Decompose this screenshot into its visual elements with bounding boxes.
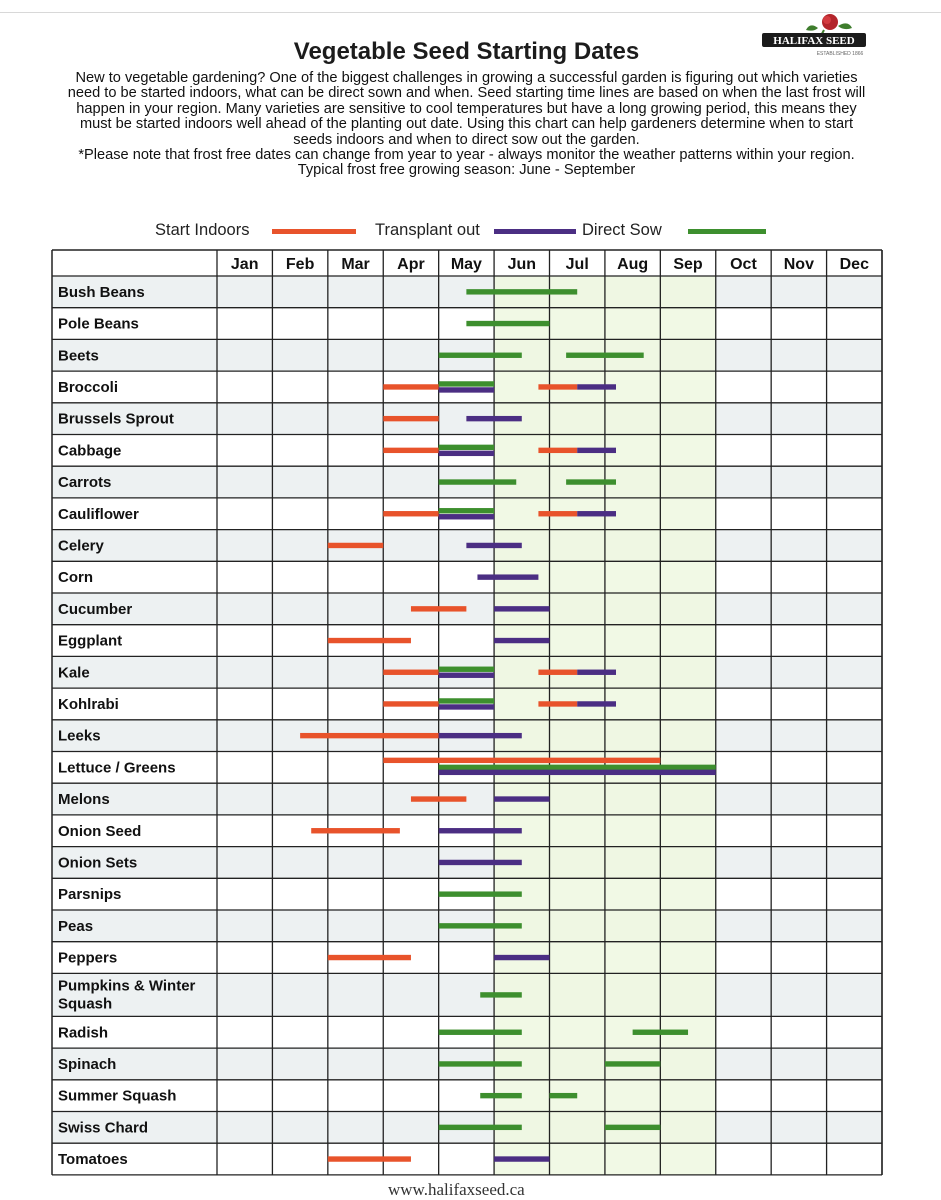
row-label: Carrots <box>58 474 112 492</box>
row-label: Leeks <box>58 727 101 745</box>
bar-start-indoors <box>328 543 383 548</box>
bar-transplant-out <box>439 673 494 678</box>
row-label: Cabbage <box>58 442 122 460</box>
row-label: Summer Squash <box>58 1087 177 1105</box>
month-label: Jul <box>565 256 589 273</box>
bar-direct-sow <box>439 479 517 484</box>
row-label: Lettuce / Greens <box>58 759 176 777</box>
legend-label-direct-sow: Direct Sow <box>582 221 662 239</box>
bar-direct-sow <box>633 1030 688 1035</box>
bar-start-indoors <box>328 955 411 960</box>
row-shade <box>52 593 882 625</box>
footer-url: www.halifaxseed.ca <box>388 1180 525 1199</box>
bar-start-indoors <box>383 670 438 675</box>
intro-line: Typical frost free growing season: June - September <box>297 162 636 179</box>
intro-line: must be started indoors well ahead of the planting out date. Using this chart can help gardeners determine when to start <box>79 116 854 133</box>
bar-direct-sow <box>439 1061 522 1066</box>
row-label: Onion Seed <box>58 822 142 840</box>
bar-transplant-out <box>494 796 549 801</box>
month-label: Jun <box>507 256 537 273</box>
bar-start-indoors <box>383 758 660 763</box>
bar-direct-sow <box>466 321 549 326</box>
bar-direct-sow <box>439 353 522 358</box>
row-label: Eggplant <box>58 632 123 650</box>
bar-transplant-out <box>439 704 494 709</box>
row-label: Spinach <box>58 1055 117 1073</box>
bar-start-indoors <box>383 511 438 516</box>
month-label: Nov <box>783 256 814 273</box>
row-label: Peppers <box>58 949 118 967</box>
month-label: Dec <box>839 256 869 273</box>
bar-start-indoors <box>538 670 577 675</box>
month-label: Aug <box>617 256 649 273</box>
bar-direct-sow <box>439 667 494 672</box>
bar-transplant-out <box>466 543 521 548</box>
row-label: Kale <box>58 664 90 682</box>
bar-transplant-out <box>439 514 494 519</box>
bar-transplant-out <box>494 638 549 643</box>
row-shade <box>52 656 882 688</box>
row-label: Broccoli <box>58 378 119 396</box>
bar-transplant-out <box>439 451 494 456</box>
bar-start-indoors <box>411 796 466 801</box>
row-label: Pumpkins & Winter <box>58 977 196 995</box>
intro-line: New to vegetable gardening? One of the biggest challenges in growing a successful garden is figuring out which varieties <box>75 70 858 86</box>
bar-transplant-out <box>577 701 616 706</box>
bar-direct-sow <box>566 479 616 484</box>
row-label: Onion Sets <box>58 854 138 872</box>
row-label: Peas <box>58 917 94 935</box>
bar-transplant-out <box>577 448 616 453</box>
bar-direct-sow <box>605 1125 660 1130</box>
bar-start-indoors <box>538 701 577 706</box>
bar-start-indoors <box>300 733 439 738</box>
bar-direct-sow <box>439 381 494 386</box>
logo-subtext: ESTABLISHED 1866 <box>816 51 864 57</box>
bar-direct-sow <box>439 445 494 450</box>
row-label: Swiss Chard <box>58 1119 149 1137</box>
bar-direct-sow <box>439 891 522 896</box>
legend-label-transplant-out: Transplant out <box>375 221 480 239</box>
bar-direct-sow <box>439 923 522 928</box>
bar-start-indoors <box>328 638 411 643</box>
row-label: Brussels Sprout <box>58 410 174 428</box>
bar-transplant-out <box>477 574 538 579</box>
bar-transplant-out <box>494 955 549 960</box>
intro-line: *Please note that frost free dates can change from year to year - always monitor the weather patterns within your region. <box>78 147 855 164</box>
bar-start-indoors <box>328 1156 411 1161</box>
month-label: Feb <box>285 256 315 273</box>
bar-transplant-out <box>577 670 616 675</box>
intro-line: seeds indoors and when to direct sow out the garden. <box>293 131 640 148</box>
bar-transplant-out <box>439 770 716 775</box>
bar-start-indoors <box>383 416 438 421</box>
row-label: Squash <box>58 995 113 1013</box>
bar-direct-sow <box>605 1061 660 1066</box>
bar-start-indoors <box>311 828 400 833</box>
intro-line: happen in your region. Many varieties are sensitive to cool temperatures but have a long growing period, this means they <box>76 100 857 117</box>
bar-transplant-out <box>466 416 521 421</box>
row-label: Beets <box>58 347 99 365</box>
month-label: Sep <box>673 256 703 273</box>
intro-line: need to be started indoors, what can be direct sown and when. Seed starting time lines are based on when the last frost will <box>67 85 866 102</box>
bar-transplant-out <box>439 733 522 738</box>
bar-transplant-out <box>439 860 522 865</box>
month-label: Jan <box>230 256 259 273</box>
bar-direct-sow <box>480 992 522 997</box>
bar-start-indoors <box>411 606 466 611</box>
row-label: Pole Beans <box>58 315 139 333</box>
bar-transplant-out <box>494 606 549 611</box>
month-label: Oct <box>730 256 757 273</box>
bar-direct-sow <box>439 1125 522 1130</box>
legend-label-start-indoors: Start Indoors <box>155 221 250 239</box>
bar-start-indoors <box>538 384 577 389</box>
bar-transplant-out <box>577 384 616 389</box>
row-label: Tomatoes <box>58 1151 128 1169</box>
logo-text: HALIFAX SEED <box>773 35 855 47</box>
bar-transplant-out <box>439 828 522 833</box>
row-label: Corn <box>58 569 93 587</box>
bar-transplant-out <box>439 387 494 392</box>
page-title: Vegetable Seed Starting Dates <box>293 38 640 65</box>
month-label: Mar <box>341 256 370 273</box>
bar-direct-sow <box>439 1030 522 1035</box>
bar-direct-sow <box>439 765 716 770</box>
bar-direct-sow <box>550 1093 578 1098</box>
bar-start-indoors <box>383 448 438 453</box>
month-label: May <box>450 256 482 273</box>
bar-direct-sow <box>439 508 494 513</box>
bar-direct-sow <box>466 289 577 294</box>
row-label: Radish <box>58 1024 109 1042</box>
row-label: Cauliflower <box>58 505 139 523</box>
row-label: Bush Beans <box>58 283 145 301</box>
bar-direct-sow <box>439 698 494 703</box>
row-label: Parsnips <box>58 886 122 904</box>
row-label: Cucumber <box>58 600 133 618</box>
row-label: Melons <box>58 791 110 809</box>
bar-start-indoors <box>383 701 438 706</box>
bar-transplant-out <box>494 1156 549 1161</box>
bar-transplant-out <box>577 511 616 516</box>
month-label: Apr <box>397 256 425 273</box>
bar-start-indoors <box>383 384 438 389</box>
bar-start-indoors <box>538 511 577 516</box>
row-label: Kohlrabi <box>58 695 119 713</box>
row-label: Celery <box>58 537 104 555</box>
row-shade <box>52 783 882 815</box>
bar-start-indoors <box>538 448 577 453</box>
bar-direct-sow <box>480 1093 522 1098</box>
bar-direct-sow <box>566 353 644 358</box>
